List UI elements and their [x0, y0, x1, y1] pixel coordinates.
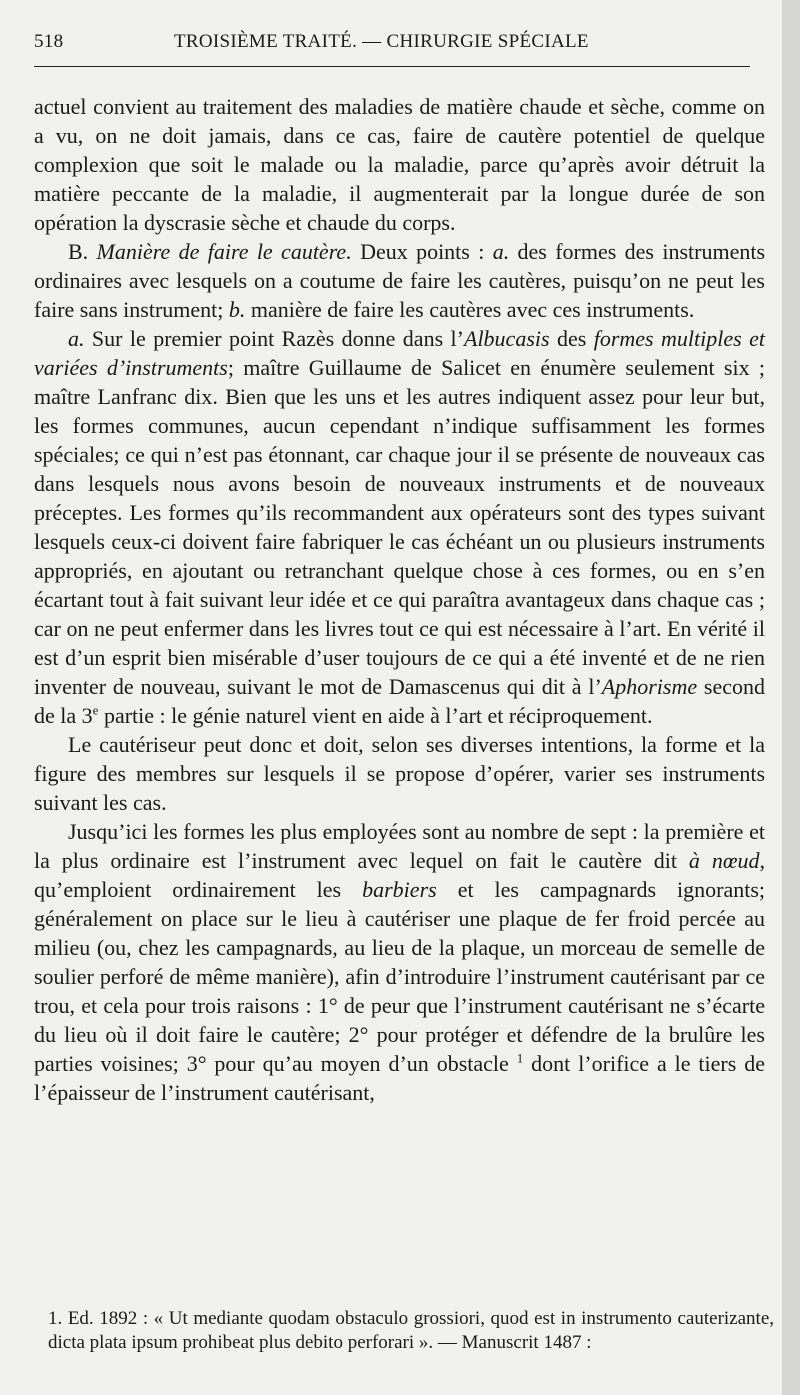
paragraph-2-text-b: des formes des instruments ordinaires avec lesquels on a coutume de faire les cautères, puisqu’on ne peut les faire sans instrument;	[34, 239, 766, 322]
page-header	[34, 31, 750, 61]
paragraph-5-text-b: , qu’emploient ordinairement les	[34, 848, 765, 902]
paragraph-2-text-c: manière de faire les cautères avec ces instruments.	[250, 297, 695, 322]
paragraph-4-text: Le cautériseur peut donc et doit, selon ses diverses intentions, la forme et la figure des membres sur lesquels il se propose d’opérer, varier ses instruments suivant les cas.	[34, 732, 765, 815]
point-b-letter: b.	[228, 297, 246, 322]
section-label: B.	[68, 239, 89, 264]
paragraph-3	[34, 324, 765, 730]
paragraph-5-text-d: dont l’orifice a le tiers de l’épaisseur de l’instrument cautérisant,	[34, 1051, 765, 1105]
formes-italic: formes multiples et variées d’instruments	[34, 326, 766, 380]
footnotes	[48, 1307, 774, 1355]
albucasis-title: Albucasis	[464, 326, 550, 351]
point-a-letter: a.	[492, 239, 510, 264]
paragraph-4	[34, 730, 765, 817]
footnote-reference[interactable]: 1	[516, 1050, 524, 1066]
header-rule	[34, 66, 750, 67]
barbiers-italic: barbiers	[362, 877, 437, 902]
paragraph-1	[34, 92, 765, 237]
paragraph-2	[34, 237, 765, 324]
main-text	[34, 92, 765, 1107]
paragraph-3-text-d: second de la	[34, 674, 765, 728]
section-title: Manière de faire le cautère.	[96, 239, 352, 264]
paragraph-1-text: actuel convient au traitement des maladies de matière chaude et sèche, comme on a vu, on ne doit jamais, dans ce cas, faire de cautère potentiel de quelque complexion que soit le malade ou la maladie, parce qu’après avoir détruit la matière peccante de la maladie, il augmenterait par la longue durée de son opération la dyscrasie sèche et chaude du corps.	[34, 94, 765, 235]
paragraph-3-text-b: des	[556, 326, 587, 351]
paragraph-3-text-e: partie : le génie naturel vient en aide à l’art et réciproquement.	[103, 703, 653, 728]
running-title: TROISIÈME TRAITÉ. — CHIRURGIE SPÉCIALE	[174, 31, 589, 52]
paragraph-3-text-c: ; maître Guillaume de Salicet en énumère seulement six ; maître Lanfranc dix. Bien que les uns et les autres indiquent assez pour leur but, les formes communes, aucun cependant n’indique suffisamment les formes spéciales; ce qui n’est pas étonnant, car chaque jour il se présente de nouveaux cas dans lesquels nous avons besoin de nouveaux instruments et de nouveaux préceptes. Les formes qu’ils recommandent aux opérateurs sont des types suivant lesquels ceux-ci doivent faire fabriquer le cas échéant un ou plusieurs instruments appropriés, en ajoutant ou retranchant quelque chose à ces formes, ou en s’en écartant tout à fait suivant leur idée et ce qui paraîtra avantageux dans chaque cas ; car on ne peut enfermer dans les livres tout ce qui est nécessaire à l’art. En vérité il est d’un esprit bien misérable d’user toujours de ce qui a été inventé et de ne rien inventer de nouveau, suivant le mot de Damascenus qui dit à l’	[34, 355, 766, 699]
noeud-italic: à nœud	[688, 848, 760, 873]
page-edge	[782, 0, 800, 1395]
superscript-e: e	[92, 702, 99, 718]
point-a-heading: a.	[68, 326, 85, 351]
page-number: 518	[34, 31, 64, 52]
aphorisme-title: Aphorisme	[601, 674, 698, 699]
paragraph-5-text-c: et les campagnards ignorants; généralement on place sur le lieu à cautériser une plaque de fer froid percée au milieu (ou, chez les campagnards, au lieu de la plaque, un morceau de semelle de soulier perforé de même manière), afin d’introduire l’instrument cautérisant par ce trou, et cela pour trois raisons : 1° de peur que l’instrument cautérisant ne s’écarte du lieu où il doit faire le cautère; 2° pour protéger et défendre de la brulûre les parties voisines; 3° pour qu’au moyen d’un obstacle	[34, 877, 766, 1076]
part-number: 3	[81, 703, 93, 728]
paragraph-5	[34, 817, 765, 1107]
paragraph-3-text-a: Sur le premier point Razès donne dans l’	[91, 326, 464, 351]
paragraph-5-text-a: Jusqu’ici les formes les plus employées sont au nombre de sept : la première et la plus ordinaire est l’instrument avec lequel on fait le cautère dit	[34, 819, 765, 873]
paragraph-2-text-a: Deux points :	[360, 239, 485, 264]
footnote-1: 1. Ed. 1892 : « Ut mediante quodam obstaculo grossiori, quod est in instrumento cauterizante, dicta plata ipsum prohibeat plus debito perforari ». — Manuscrit 1487 :	[48, 1308, 774, 1353]
